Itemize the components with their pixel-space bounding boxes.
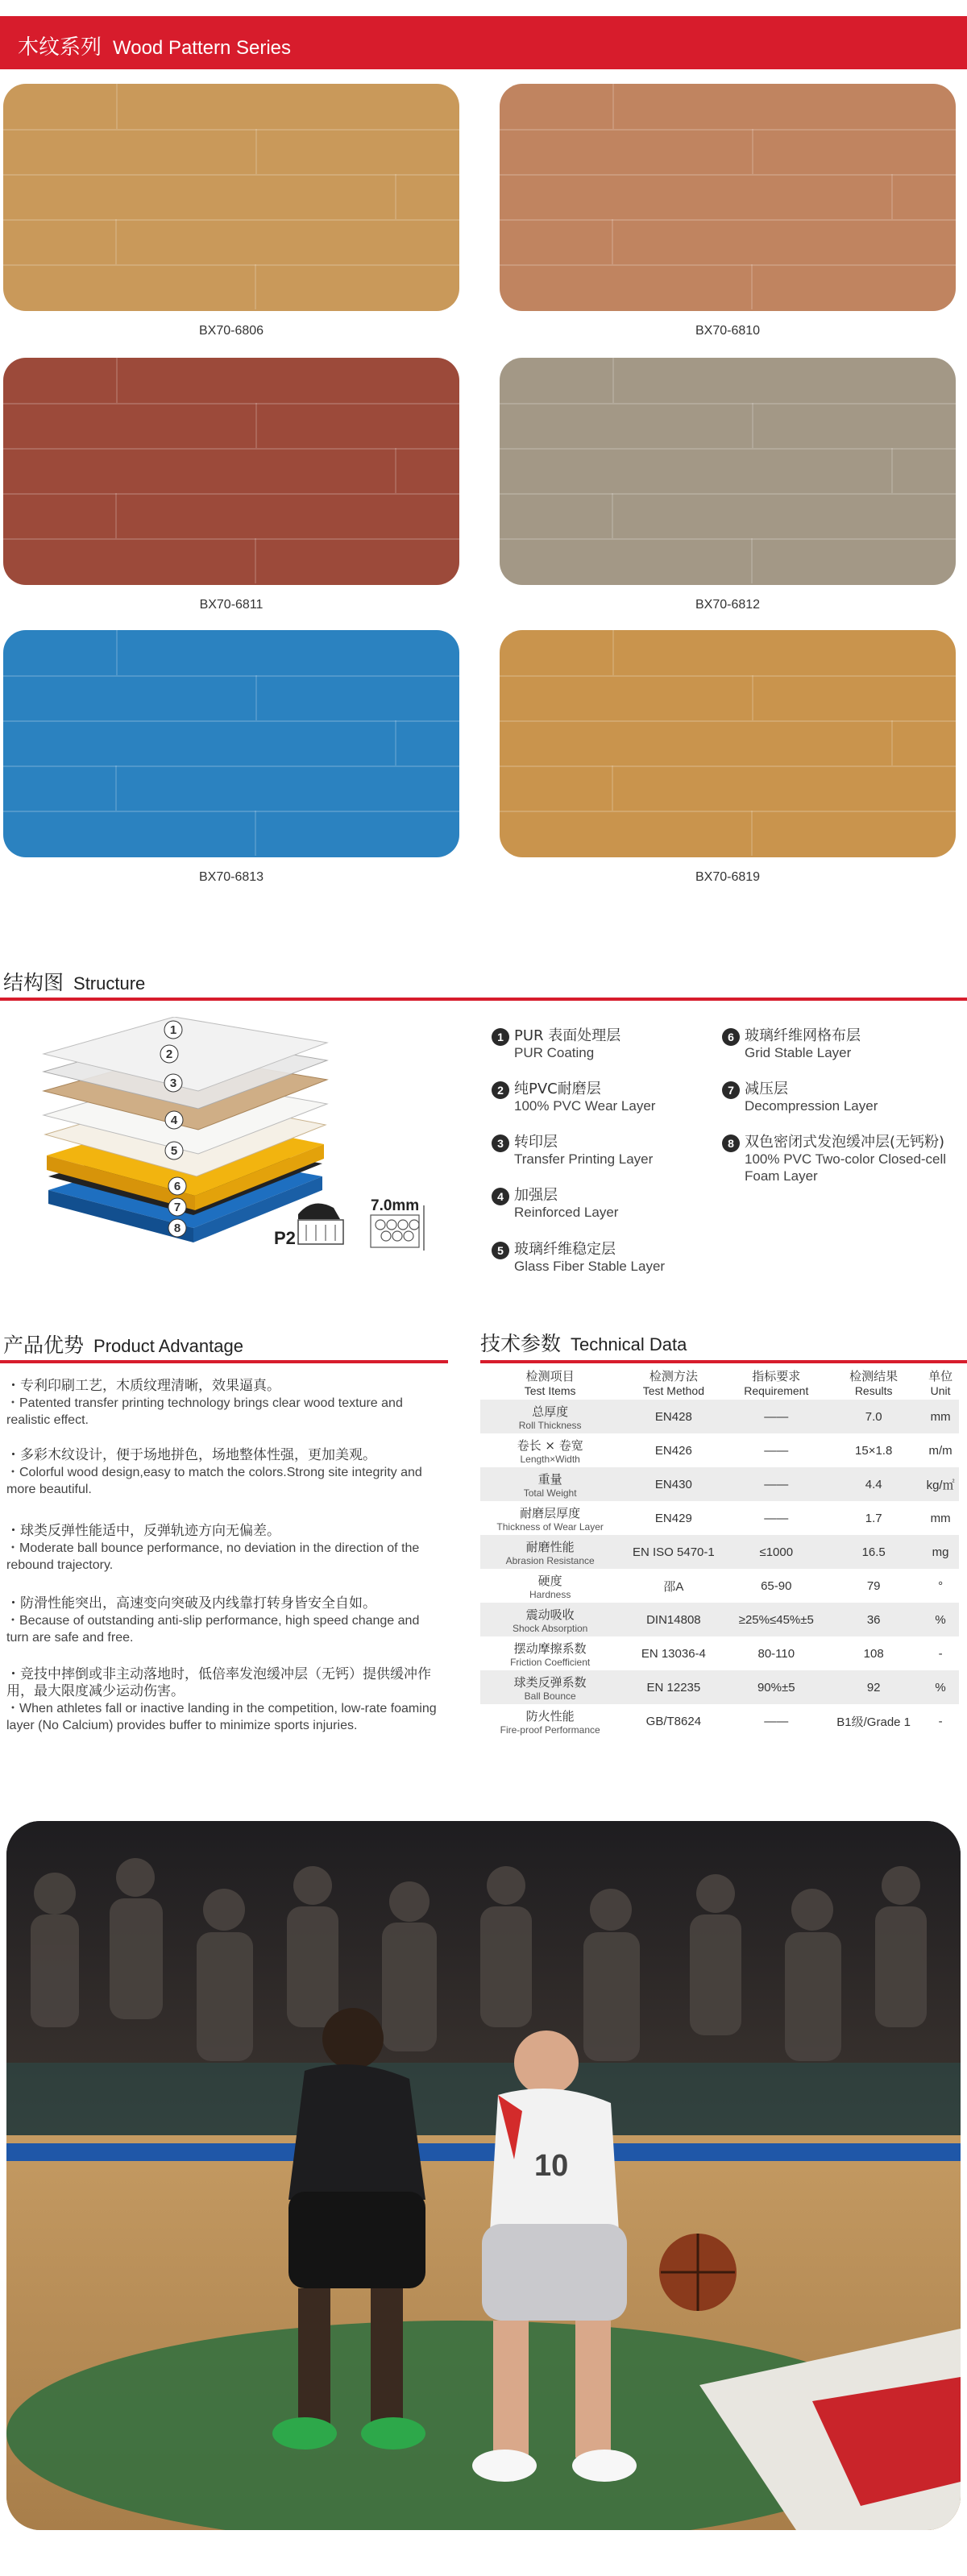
structure-diagram: [16, 1017, 435, 1275]
advantage-title: [3, 1329, 243, 1359]
test-method: EN429: [654, 1511, 692, 1525]
advantage-item-1: [6, 1378, 442, 1429]
plank-seam: [3, 720, 459, 722]
wood-swatch: [500, 630, 956, 857]
layer-cn: 纯PVC耐磨层: [514, 1081, 601, 1097]
plank-joint: [751, 264, 753, 309]
layer-num: 3: [492, 1135, 509, 1152]
advantage-en: ・Patented transfer printing technology brings clear wood texture and realistic effect.: [6, 1396, 403, 1427]
plank-joint: [255, 403, 257, 448]
advantage-en: ・Colorful wood design,easy to match the colors.Strong site integrity and more beautiful.: [6, 1466, 422, 1496]
test-item: 总厚度 Roll Thickness: [480, 1400, 620, 1433]
unit: mg: [922, 1535, 959, 1569]
layer-num: 6: [722, 1028, 740, 1046]
plank-joint: [891, 448, 893, 493]
plank-joint: [395, 174, 396, 219]
plank-joint: [116, 84, 118, 129]
tech-row: [480, 1433, 959, 1467]
test-item: 防火性能 Fire-proof Performance: [500, 1708, 600, 1736]
tech-title-cn: 技术参数: [480, 1332, 562, 1355]
unit: %: [922, 1670, 959, 1704]
plank-seam: [3, 675, 459, 677]
result: 108: [863, 1646, 884, 1661]
plank-joint: [612, 765, 613, 811]
banner-title-en: Wood Pattern Series: [113, 37, 292, 59]
test-method: EN430: [620, 1467, 727, 1501]
plank-joint: [115, 219, 117, 264]
layer-en: Grid Stable Layer: [745, 1045, 852, 1060]
tech-row: [480, 1501, 959, 1535]
header-unit: 单位 Unit: [928, 1369, 953, 1397]
layer-cn: 转印层: [514, 1134, 558, 1151]
plank-seam: [500, 720, 956, 722]
layer-item-1: [492, 1027, 717, 1061]
layer-item-4: [492, 1187, 717, 1221]
layer-en: Decompression Layer: [745, 1098, 878, 1114]
advantage-en: ・When athletes fall or inactive landing in the competition, low-rate foaming layer (No Calcium) provides buffer to minimize sports injuries.: [6, 1702, 437, 1732]
plank-seam: [500, 765, 956, 767]
layer-cn: 玻璃纤维稳定层: [514, 1241, 616, 1258]
swatch-code: BX70-6811: [199, 598, 264, 612]
plank-joint: [116, 358, 118, 403]
tech-title-en: Technical Data: [571, 1334, 687, 1354]
structure-rule: [0, 998, 967, 1001]
advantage-cn: ・多彩木纹设计，便于场地拼色，场地整体性强，更加美观。: [6, 1447, 376, 1463]
test-method: EN426: [654, 1443, 692, 1458]
advantage-item-3: [6, 1523, 442, 1574]
tech-table: [480, 1367, 959, 1738]
requirement: 90%±5: [727, 1670, 825, 1704]
callout-7: 7: [173, 1201, 181, 1214]
plank-joint: [752, 675, 753, 720]
plank-joint: [891, 174, 893, 219]
requirement: 80-110: [757, 1646, 795, 1661]
plank-seam: [3, 493, 459, 495]
unit: m/m: [928, 1443, 952, 1458]
wood-swatch: [3, 358, 459, 585]
banner-title: [18, 31, 291, 60]
callout-4: 4: [170, 1114, 178, 1127]
plank-joint: [612, 493, 613, 538]
plank-seam: [3, 811, 459, 812]
plank-seam: [3, 403, 459, 404]
jersey-number: 10: [534, 2149, 569, 2183]
plank-seam: [500, 174, 956, 176]
tech-row: [480, 1670, 959, 1704]
header-requirement: 指标要求 Requirement: [744, 1369, 809, 1397]
layer-item-2: [492, 1081, 717, 1114]
plank-joint: [395, 720, 396, 765]
advantage-cn: ・竞技中摔倒或非主动落地时，低倍率发泡缓冲层（无钙）提供缓冲作用，最大限度减少运动伤害。: [6, 1666, 431, 1699]
callout-8: 8: [173, 1222, 181, 1235]
layer-item-6: [722, 1027, 964, 1061]
plank-seam: [3, 174, 459, 176]
plank-seam: [3, 538, 459, 540]
tech-row: [480, 1603, 959, 1636]
advantage-item-5: [6, 1666, 442, 1734]
plank-seam: [500, 403, 956, 404]
plank-seam: [3, 219, 459, 221]
wood-series-banner: [0, 16, 967, 69]
advantage-title-en: Product Advantage: [93, 1336, 243, 1356]
test-item: 卷长 × 卷宽 Length×Width: [517, 1437, 583, 1465]
unit: °: [938, 1578, 944, 1593]
plank-seam: [500, 811, 956, 812]
plank-joint: [752, 129, 753, 174]
plank-joint: [116, 630, 118, 675]
swatch-code: BX70-6810: [695, 324, 761, 338]
advantage-cn: ・球类反弹性能适中，反弹轨迹方向无偏差。: [6, 1523, 280, 1539]
layer-item-8: [722, 1134, 964, 1184]
requirement: ——: [764, 1714, 789, 1728]
layer-en: PUR Coating: [514, 1045, 595, 1060]
layer-num: 1: [492, 1028, 509, 1046]
tech-header-row: [480, 1367, 959, 1400]
advantage-rule: [0, 1360, 448, 1363]
advantage-item-2: [6, 1447, 442, 1498]
layer-cn: 双色密闭式发泡缓冲层(无钙粉): [745, 1134, 945, 1151]
p2-label: P2: [274, 1228, 296, 1248]
callout-2: 2: [165, 1047, 173, 1061]
banner-title-cn: 木纹系列: [18, 35, 102, 60]
plank-joint: [612, 219, 613, 264]
layer-en: Reinforced Layer: [514, 1205, 619, 1220]
test-method: 邵A: [663, 1579, 684, 1594]
thickness-label: 7.0mm: [371, 1197, 420, 1214]
plank-joint: [891, 720, 893, 765]
test-item: 耐磨性能 Abrasion Resistance: [480, 1535, 620, 1569]
layer-en: 100% PVC Wear Layer: [514, 1098, 656, 1114]
test-method: GB/T8624: [645, 1714, 702, 1728]
test-item: 摆动摩擦系数 Friction Coefficient: [510, 1641, 591, 1668]
plank-joint: [612, 630, 614, 675]
layer-en: Glass Fiber Stable Layer: [514, 1259, 666, 1274]
layer-cn: PUR 表面处理层: [514, 1027, 621, 1044]
test-item: 震动吸收 Shock Absorption: [480, 1603, 620, 1636]
swatch-code: BX70-6812: [695, 598, 761, 612]
plank-joint: [255, 811, 256, 856]
plank-seam: [500, 219, 956, 221]
layer-num: 7: [722, 1081, 740, 1099]
layer-num: 4: [492, 1188, 509, 1205]
wood-swatch: [3, 630, 459, 857]
layer-cn: 玻璃纤维网格布层: [745, 1027, 861, 1044]
result: 4.4: [825, 1467, 922, 1501]
callout-5: 5: [170, 1144, 178, 1158]
test-item: 重量 Total Weight: [480, 1467, 620, 1501]
header-results: 检测结果 Results: [849, 1369, 899, 1397]
requirement: ——: [764, 1443, 789, 1458]
plank-joint: [612, 358, 614, 403]
test-method: EN 13036-4: [641, 1646, 706, 1661]
layer-cn: 减压层: [745, 1081, 788, 1097]
result: 16.5: [825, 1535, 922, 1569]
result: 1.7: [865, 1511, 882, 1525]
wood-swatch: [3, 84, 459, 311]
wood-swatch: [500, 84, 956, 311]
layer-num: 5: [492, 1242, 509, 1259]
advantage-cn: ・专利印刷工艺，木质纹理清晰，效果逼真。: [6, 1378, 280, 1394]
swatch-code: BX70-6819: [695, 870, 761, 884]
requirement: ——: [727, 1400, 825, 1433]
result: 36: [825, 1603, 922, 1636]
callout-3: 3: [169, 1076, 177, 1090]
plank-joint: [115, 765, 117, 811]
unit: kg/㎡: [922, 1467, 959, 1501]
shoe-icon: [298, 1204, 343, 1244]
tech-rule: [480, 1360, 967, 1363]
plank-joint: [612, 84, 614, 129]
unit: mm: [930, 1511, 951, 1525]
basketball-photo: [6, 1821, 961, 2530]
requirement: ——: [764, 1511, 789, 1525]
structure-title: [3, 967, 145, 996]
plank-seam: [3, 448, 459, 450]
tech-row: [480, 1467, 959, 1501]
test-item: 球类反弹系数 Ball Bounce: [480, 1670, 620, 1704]
layer-item-5: [492, 1241, 717, 1275]
layer-item-3: [492, 1134, 717, 1168]
advantage-en: ・Because of outstanding anti-slip performance, high speed change and turn are safe and free.: [6, 1614, 420, 1645]
layer-num: 8: [722, 1135, 740, 1152]
unit: %: [922, 1603, 959, 1636]
result: B1级/Grade 1: [836, 1715, 911, 1729]
layer-cn: 加强层: [514, 1187, 558, 1204]
layer-num: 2: [492, 1081, 509, 1099]
test-method: DIN14808: [620, 1603, 727, 1636]
plank-joint: [115, 493, 117, 538]
structure-title-en: Structure: [73, 973, 146, 993]
result: 79: [866, 1578, 881, 1593]
requirement: ≤1000: [727, 1535, 825, 1569]
plank-joint: [255, 264, 256, 309]
result: 92: [825, 1670, 922, 1704]
plank-joint: [255, 129, 257, 174]
layer-en: 100% PVC Two-color Closed-cell Foam Layer: [745, 1151, 947, 1184]
layer-en: Transfer Printing Layer: [514, 1151, 654, 1167]
test-method: EN 12235: [620, 1670, 727, 1704]
advantage-en: ・Moderate ball bounce performance, no deviation in the direction of the rebound trajectory.: [6, 1541, 420, 1572]
plank-seam: [3, 264, 459, 266]
tech-row: [480, 1535, 959, 1569]
swatch-code: BX70-6806: [198, 324, 264, 338]
unit: -: [938, 1714, 943, 1728]
court-scene-graphic: [6, 1821, 961, 2530]
callout-6: 6: [173, 1180, 181, 1193]
header-test-method: 检测方法 Test Method: [642, 1369, 704, 1397]
test-item: 耐磨层厚度 Thickness of Wear Layer: [496, 1505, 604, 1533]
tech-row: [480, 1704, 959, 1738]
advantage-title-cn: 产品优势: [3, 1334, 85, 1357]
result: 7.0: [825, 1400, 922, 1433]
swatch-code: BX70-6813: [198, 870, 264, 884]
plank-seam: [3, 129, 459, 131]
requirement: 65-90: [761, 1578, 792, 1593]
wood-swatch: [500, 358, 956, 585]
tech-row: [480, 1569, 959, 1603]
result: 15×1.8: [855, 1443, 893, 1458]
tech-title: [480, 1328, 687, 1357]
plank-seam: [500, 538, 956, 540]
structure-title-cn: 结构图: [3, 971, 64, 994]
plank-seam: [500, 129, 956, 131]
requirement: ≥25%≤45%±5: [727, 1603, 825, 1636]
plank-joint: [752, 403, 753, 448]
callout-1: 1: [169, 1023, 177, 1037]
test-item: 硬度 Hardness: [529, 1573, 571, 1600]
layer-item-7: [722, 1081, 964, 1114]
test-method: EN ISO 5470-1: [620, 1535, 727, 1569]
plank-joint: [751, 538, 753, 583]
tech-row: [480, 1400, 959, 1433]
plank-joint: [751, 811, 753, 856]
plank-seam: [500, 493, 956, 495]
unit: mm: [922, 1400, 959, 1433]
plank-seam: [500, 675, 956, 677]
header-test-items: 检测项目 Test Items: [524, 1369, 576, 1397]
plank-seam: [3, 765, 459, 767]
plank-joint: [395, 448, 396, 493]
tech-row: [480, 1636, 959, 1670]
plank-seam: [500, 264, 956, 266]
requirement: ——: [727, 1467, 825, 1501]
advantage-item-4: [6, 1595, 442, 1646]
plank-seam: [500, 448, 956, 450]
plank-joint: [255, 675, 257, 720]
test-method: EN428: [620, 1400, 727, 1433]
plank-joint: [255, 538, 256, 583]
advantage-cn: ・防滑性能突出，高速变向突破及内线靠打转身皆安全自如。: [6, 1595, 376, 1612]
unit: -: [938, 1646, 943, 1661]
